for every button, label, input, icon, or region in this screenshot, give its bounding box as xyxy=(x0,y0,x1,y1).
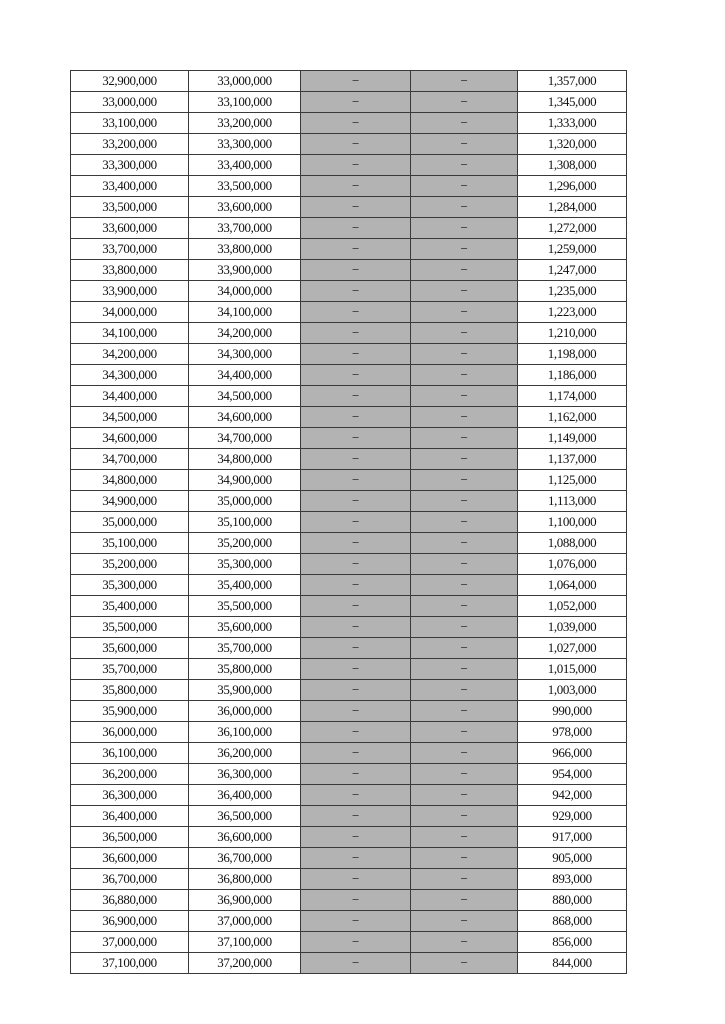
shaded-dash-cell: − xyxy=(301,323,411,344)
range-upper-cell: 37,100,000 xyxy=(189,932,301,953)
range-upper-cell: 35,000,000 xyxy=(189,491,301,512)
shaded-dash-cell: − xyxy=(411,953,518,974)
range-upper-cell: 35,100,000 xyxy=(189,512,301,533)
amount-cell: 1,052,000 xyxy=(518,596,627,617)
range-upper-cell: 36,400,000 xyxy=(189,785,301,806)
shaded-dash-cell: − xyxy=(301,953,411,974)
shaded-dash-cell: − xyxy=(301,596,411,617)
shaded-dash-cell: − xyxy=(301,554,411,575)
range-lower-cell: 35,200,000 xyxy=(71,554,189,575)
shaded-dash-cell: − xyxy=(301,638,411,659)
table-row xyxy=(71,386,627,407)
range-upper-cell: 34,400,000 xyxy=(189,365,301,386)
amount-cell: 1,064,000 xyxy=(518,575,627,596)
table-row xyxy=(71,239,627,260)
shaded-dash-cell: − xyxy=(411,785,518,806)
range-upper-cell: 36,300,000 xyxy=(189,764,301,785)
table-row xyxy=(71,470,627,491)
table-row xyxy=(71,302,627,323)
range-upper-cell: 35,200,000 xyxy=(189,533,301,554)
range-lower-cell: 35,900,000 xyxy=(71,701,189,722)
table-row xyxy=(71,428,627,449)
shaded-dash-cell: − xyxy=(301,470,411,491)
range-lower-cell: 35,000,000 xyxy=(71,512,189,533)
range-upper-cell: 37,000,000 xyxy=(189,911,301,932)
amount-cell: 1,223,000 xyxy=(518,302,627,323)
range-upper-cell: 34,000,000 xyxy=(189,281,301,302)
shaded-dash-cell: − xyxy=(301,743,411,764)
shaded-dash-cell: − xyxy=(301,575,411,596)
shaded-dash-cell: − xyxy=(411,827,518,848)
range-lower-cell: 33,500,000 xyxy=(71,197,189,218)
range-upper-cell: 34,100,000 xyxy=(189,302,301,323)
range-upper-cell: 35,600,000 xyxy=(189,617,301,638)
range-upper-cell: 33,300,000 xyxy=(189,134,301,155)
range-upper-cell: 33,700,000 xyxy=(189,218,301,239)
amount-cell: 954,000 xyxy=(518,764,627,785)
range-upper-cell: 34,300,000 xyxy=(189,344,301,365)
range-upper-cell: 33,600,000 xyxy=(189,197,301,218)
shaded-dash-cell: − xyxy=(301,932,411,953)
range-lower-cell: 34,200,000 xyxy=(71,344,189,365)
range-lower-cell: 35,600,000 xyxy=(71,638,189,659)
shaded-dash-cell: − xyxy=(301,92,411,113)
shaded-dash-cell: − xyxy=(411,869,518,890)
shaded-dash-cell: − xyxy=(301,533,411,554)
range-upper-cell: 33,000,000 xyxy=(189,71,301,92)
shaded-dash-cell: − xyxy=(301,365,411,386)
shaded-dash-cell: − xyxy=(301,890,411,911)
table-row xyxy=(71,638,627,659)
shaded-dash-cell: − xyxy=(411,281,518,302)
amount-cell: 856,000 xyxy=(518,932,627,953)
amount-cell: 1,345,000 xyxy=(518,92,627,113)
table-row xyxy=(71,449,627,470)
amount-cell: 1,113,000 xyxy=(518,491,627,512)
range-lower-cell: 36,000,000 xyxy=(71,722,189,743)
table-row xyxy=(71,407,627,428)
shaded-dash-cell: − xyxy=(301,386,411,407)
shaded-dash-cell: − xyxy=(411,260,518,281)
table-row xyxy=(71,596,627,617)
shaded-dash-cell: − xyxy=(301,218,411,239)
amount-cell: 929,000 xyxy=(518,806,627,827)
table-body xyxy=(71,71,627,974)
table-row xyxy=(71,575,627,596)
table-row xyxy=(71,533,627,554)
amount-cell: 868,000 xyxy=(518,911,627,932)
table-row xyxy=(71,554,627,575)
shaded-dash-cell: − xyxy=(411,533,518,554)
range-lower-cell: 35,300,000 xyxy=(71,575,189,596)
amount-cell: 1,272,000 xyxy=(518,218,627,239)
amount-cell: 1,137,000 xyxy=(518,449,627,470)
range-upper-cell: 36,900,000 xyxy=(189,890,301,911)
amount-cell: 1,210,000 xyxy=(518,323,627,344)
table-row xyxy=(71,365,627,386)
range-lower-cell: 36,600,000 xyxy=(71,848,189,869)
tax-bracket-table xyxy=(70,70,627,974)
amount-cell: 1,015,000 xyxy=(518,659,627,680)
shaded-dash-cell: − xyxy=(301,260,411,281)
range-lower-cell: 35,100,000 xyxy=(71,533,189,554)
range-upper-cell: 33,800,000 xyxy=(189,239,301,260)
shaded-dash-cell: − xyxy=(411,680,518,701)
amount-cell: 1,320,000 xyxy=(518,134,627,155)
shaded-dash-cell: − xyxy=(411,92,518,113)
shaded-dash-cell: − xyxy=(411,806,518,827)
range-upper-cell: 36,100,000 xyxy=(189,722,301,743)
range-upper-cell: 35,500,000 xyxy=(189,596,301,617)
range-upper-cell: 34,200,000 xyxy=(189,323,301,344)
shaded-dash-cell: − xyxy=(411,575,518,596)
shaded-dash-cell: − xyxy=(301,428,411,449)
amount-cell: 1,235,000 xyxy=(518,281,627,302)
shaded-dash-cell: − xyxy=(411,407,518,428)
shaded-dash-cell: − xyxy=(301,617,411,638)
table-row xyxy=(71,491,627,512)
amount-cell: 990,000 xyxy=(518,701,627,722)
range-lower-cell: 34,800,000 xyxy=(71,470,189,491)
table-row xyxy=(71,134,627,155)
range-lower-cell: 33,700,000 xyxy=(71,239,189,260)
shaded-dash-cell: − xyxy=(301,764,411,785)
range-lower-cell: 36,100,000 xyxy=(71,743,189,764)
table-row xyxy=(71,743,627,764)
shaded-dash-cell: − xyxy=(411,512,518,533)
shaded-dash-cell: − xyxy=(301,176,411,197)
table-row xyxy=(71,512,627,533)
amount-cell: 1,247,000 xyxy=(518,260,627,281)
shaded-dash-cell: − xyxy=(411,386,518,407)
range-lower-cell: 36,500,000 xyxy=(71,827,189,848)
amount-cell: 1,174,000 xyxy=(518,386,627,407)
amount-cell: 1,125,000 xyxy=(518,470,627,491)
shaded-dash-cell: − xyxy=(301,71,411,92)
shaded-dash-cell: − xyxy=(301,449,411,470)
shaded-dash-cell: − xyxy=(301,827,411,848)
shaded-dash-cell: − xyxy=(411,239,518,260)
range-lower-cell: 33,100,000 xyxy=(71,113,189,134)
range-lower-cell: 33,200,000 xyxy=(71,134,189,155)
shaded-dash-cell: − xyxy=(411,701,518,722)
table-row xyxy=(71,323,627,344)
table-row xyxy=(71,722,627,743)
shaded-dash-cell: − xyxy=(301,302,411,323)
amount-cell: 1,333,000 xyxy=(518,113,627,134)
shaded-dash-cell: − xyxy=(301,344,411,365)
amount-cell: 1,284,000 xyxy=(518,197,627,218)
table-row xyxy=(71,701,627,722)
shaded-dash-cell: − xyxy=(301,155,411,176)
table-row xyxy=(71,659,627,680)
table-row xyxy=(71,617,627,638)
shaded-dash-cell: − xyxy=(301,806,411,827)
range-upper-cell: 35,300,000 xyxy=(189,554,301,575)
shaded-dash-cell: − xyxy=(301,491,411,512)
table-row xyxy=(71,680,627,701)
range-upper-cell: 35,800,000 xyxy=(189,659,301,680)
table-row xyxy=(71,113,627,134)
amount-cell: 893,000 xyxy=(518,869,627,890)
range-upper-cell: 37,200,000 xyxy=(189,953,301,974)
table-row xyxy=(71,869,627,890)
range-upper-cell: 34,800,000 xyxy=(189,449,301,470)
range-upper-cell: 34,500,000 xyxy=(189,386,301,407)
shaded-dash-cell: − xyxy=(301,785,411,806)
amount-cell: 905,000 xyxy=(518,848,627,869)
range-upper-cell: 34,900,000 xyxy=(189,470,301,491)
shaded-dash-cell: − xyxy=(301,239,411,260)
range-upper-cell: 35,900,000 xyxy=(189,680,301,701)
shaded-dash-cell: − xyxy=(411,470,518,491)
amount-cell: 966,000 xyxy=(518,743,627,764)
shaded-dash-cell: − xyxy=(411,596,518,617)
shaded-dash-cell: − xyxy=(301,869,411,890)
table-row xyxy=(71,176,627,197)
shaded-dash-cell: − xyxy=(411,176,518,197)
range-lower-cell: 35,500,000 xyxy=(71,617,189,638)
shaded-dash-cell: − xyxy=(301,701,411,722)
range-upper-cell: 36,700,000 xyxy=(189,848,301,869)
table-row xyxy=(71,197,627,218)
shaded-dash-cell: − xyxy=(411,302,518,323)
range-lower-cell: 36,900,000 xyxy=(71,911,189,932)
range-upper-cell: 36,200,000 xyxy=(189,743,301,764)
shaded-dash-cell: − xyxy=(411,197,518,218)
shaded-dash-cell: − xyxy=(301,848,411,869)
range-lower-cell: 37,000,000 xyxy=(71,932,189,953)
shaded-dash-cell: − xyxy=(411,932,518,953)
range-lower-cell: 34,300,000 xyxy=(71,365,189,386)
shaded-dash-cell: − xyxy=(301,722,411,743)
range-lower-cell: 33,900,000 xyxy=(71,281,189,302)
table-row xyxy=(71,911,627,932)
amount-cell: 1,198,000 xyxy=(518,344,627,365)
range-upper-cell: 36,600,000 xyxy=(189,827,301,848)
range-lower-cell: 34,000,000 xyxy=(71,302,189,323)
range-upper-cell: 34,600,000 xyxy=(189,407,301,428)
shaded-dash-cell: − xyxy=(411,659,518,680)
shaded-dash-cell: − xyxy=(411,218,518,239)
amount-cell: 1,100,000 xyxy=(518,512,627,533)
amount-cell: 1,003,000 xyxy=(518,680,627,701)
amount-cell: 978,000 xyxy=(518,722,627,743)
shaded-dash-cell: − xyxy=(301,197,411,218)
shaded-dash-cell: − xyxy=(301,512,411,533)
table-row xyxy=(71,260,627,281)
range-lower-cell: 34,500,000 xyxy=(71,407,189,428)
shaded-dash-cell: − xyxy=(411,155,518,176)
amount-cell: 1,296,000 xyxy=(518,176,627,197)
range-lower-cell: 36,200,000 xyxy=(71,764,189,785)
shaded-dash-cell: − xyxy=(411,134,518,155)
range-lower-cell: 35,800,000 xyxy=(71,680,189,701)
amount-cell: 880,000 xyxy=(518,890,627,911)
range-upper-cell: 33,200,000 xyxy=(189,113,301,134)
amount-cell: 1,259,000 xyxy=(518,239,627,260)
shaded-dash-cell: − xyxy=(411,71,518,92)
range-lower-cell: 37,100,000 xyxy=(71,953,189,974)
amount-cell: 942,000 xyxy=(518,785,627,806)
table-row xyxy=(71,785,627,806)
range-lower-cell: 35,700,000 xyxy=(71,659,189,680)
shaded-dash-cell: − xyxy=(301,113,411,134)
table-row xyxy=(71,92,627,113)
range-lower-cell: 36,880,000 xyxy=(71,890,189,911)
range-upper-cell: 36,800,000 xyxy=(189,869,301,890)
range-upper-cell: 36,500,000 xyxy=(189,806,301,827)
shaded-dash-cell: − xyxy=(411,365,518,386)
shaded-dash-cell: − xyxy=(301,407,411,428)
shaded-dash-cell: − xyxy=(411,911,518,932)
table-row xyxy=(71,344,627,365)
shaded-dash-cell: − xyxy=(301,659,411,680)
amount-cell: 1,088,000 xyxy=(518,533,627,554)
amount-cell: 1,162,000 xyxy=(518,407,627,428)
amount-cell: 1,039,000 xyxy=(518,617,627,638)
table-row xyxy=(71,827,627,848)
shaded-dash-cell: − xyxy=(301,281,411,302)
shaded-dash-cell: − xyxy=(411,743,518,764)
range-lower-cell: 34,400,000 xyxy=(71,386,189,407)
table-row xyxy=(71,71,627,92)
shaded-dash-cell: − xyxy=(411,449,518,470)
table-row xyxy=(71,155,627,176)
shaded-dash-cell: − xyxy=(411,722,518,743)
range-upper-cell: 36,000,000 xyxy=(189,701,301,722)
shaded-dash-cell: − xyxy=(301,680,411,701)
amount-cell: 1,186,000 xyxy=(518,365,627,386)
range-upper-cell: 34,700,000 xyxy=(189,428,301,449)
range-upper-cell: 35,700,000 xyxy=(189,638,301,659)
shaded-dash-cell: − xyxy=(411,428,518,449)
shaded-dash-cell: − xyxy=(411,113,518,134)
shaded-dash-cell: − xyxy=(411,848,518,869)
range-lower-cell: 33,800,000 xyxy=(71,260,189,281)
range-lower-cell: 34,700,000 xyxy=(71,449,189,470)
table-row xyxy=(71,890,627,911)
shaded-dash-cell: − xyxy=(301,134,411,155)
shaded-dash-cell: − xyxy=(411,491,518,512)
table-row xyxy=(71,764,627,785)
shaded-dash-cell: − xyxy=(411,890,518,911)
amount-cell: 917,000 xyxy=(518,827,627,848)
range-lower-cell: 36,300,000 xyxy=(71,785,189,806)
range-lower-cell: 34,900,000 xyxy=(71,491,189,512)
table-row xyxy=(71,932,627,953)
range-lower-cell: 32,900,000 xyxy=(71,71,189,92)
shaded-dash-cell: − xyxy=(411,617,518,638)
range-upper-cell: 33,500,000 xyxy=(189,176,301,197)
range-lower-cell: 33,400,000 xyxy=(71,176,189,197)
range-lower-cell: 34,600,000 xyxy=(71,428,189,449)
amount-cell: 1,027,000 xyxy=(518,638,627,659)
range-upper-cell: 35,400,000 xyxy=(189,575,301,596)
range-lower-cell: 36,700,000 xyxy=(71,869,189,890)
range-lower-cell: 33,000,000 xyxy=(71,92,189,113)
amount-cell: 1,076,000 xyxy=(518,554,627,575)
amount-cell: 1,308,000 xyxy=(518,155,627,176)
range-upper-cell: 33,100,000 xyxy=(189,92,301,113)
amount-cell: 1,149,000 xyxy=(518,428,627,449)
range-lower-cell: 33,300,000 xyxy=(71,155,189,176)
table-row xyxy=(71,953,627,974)
shaded-dash-cell: − xyxy=(411,344,518,365)
shaded-dash-cell: − xyxy=(411,764,518,785)
table-row xyxy=(71,281,627,302)
range-lower-cell: 34,100,000 xyxy=(71,323,189,344)
table-row xyxy=(71,848,627,869)
amount-cell: 1,357,000 xyxy=(518,71,627,92)
shaded-dash-cell: − xyxy=(411,638,518,659)
range-lower-cell: 35,400,000 xyxy=(71,596,189,617)
range-upper-cell: 33,900,000 xyxy=(189,260,301,281)
range-lower-cell: 36,400,000 xyxy=(71,806,189,827)
shaded-dash-cell: − xyxy=(411,323,518,344)
amount-cell: 844,000 xyxy=(518,953,627,974)
shaded-dash-cell: − xyxy=(411,554,518,575)
table-row xyxy=(71,806,627,827)
range-lower-cell: 33,600,000 xyxy=(71,218,189,239)
table-row xyxy=(71,218,627,239)
range-upper-cell: 33,400,000 xyxy=(189,155,301,176)
shaded-dash-cell: − xyxy=(301,911,411,932)
